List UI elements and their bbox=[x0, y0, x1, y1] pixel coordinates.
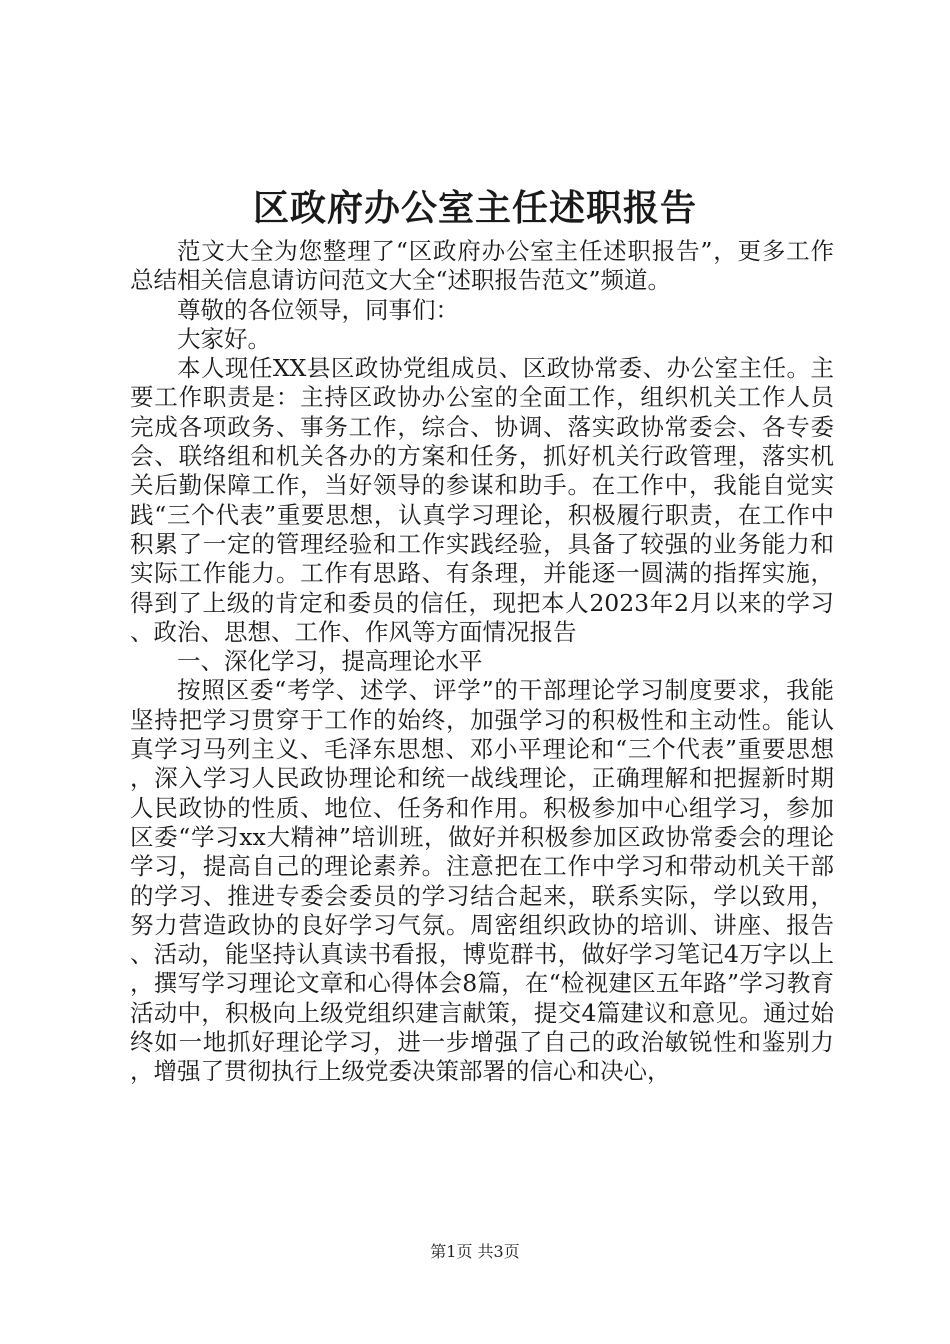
intro-paragraph: 范文大全为您整理了“区政府办公室主任述职报告”，更多工作总结相关信息请访问范文大全“述职报告范文”频道。 bbox=[130, 237, 834, 295]
section-heading: 一、深化学习，提高理论水平 bbox=[177, 647, 483, 676]
document-title: 区政府办公室主任述职报告 bbox=[252, 187, 697, 229]
study-paragraph: 按照区委“考学、述学、评学”的干部理论学习制度要求，我能坚持把学习贯穿于工作的始终，加强学习的积极性和主动性。能认真学习马列主义、毛泽东思想、邓小平理论和“三个代表”重要思想，深入学习人民政协理论和统一战线理论，正确理解和把握新时期人民政协的性质、地位、任务和作用。积极参加中心组学习，参加区委“学习xx大精神”培训班，做好并积极参加区政协常委会的理论学习，提高自己的理论素养。注意把在工作中学习和带动机关干部的学习、推进专委会委员的学习结合起来，联系实际，学以致用，努力营造政协的良好学习气氛。周密组织政协的培训、讲座、报告、活动，能坚持认真读书看报，博览群书，做好学习笔记4万字以上，撰写学习理论文章和心得体会8篇，在“检视建区五年路”学习教育活动中，积极向上级党组织建言献策，提交4篇建议和意见。通过始终如一地抓好理论学习，进一步增强了自己的政治敏锐性和鉴别力，增强了贯彻执行上级党委决策部署的信心和决心， bbox=[130, 676, 834, 1086]
duties-paragraph: 本人现任XX县区政协党组成员、区政协常委、办公室主任。主要工作职责是：主持区政协办公室的全面工作，组织机关工作人员完成各项政务、事务工作，综合、协调、落实政协常委会、各专委会、联络组和机关各办的方案和任务，抓好机关行政管理，落实机关后勤保障工作，当好领导的参谋和助手。在工作中，我能自觉实践“三个代表”重要思想，认真学习理论，积极履行职责，在工作中积累了一定的管理经验和工作实践经验，具备了较强的业务能力和实际工作能力。工作有思路、有条理，并能逐一圆满的指挥实施，得到了上级的肯定和委员的信任，现把本人2023年2月以来的学习、政治、思想、工作、作风等方面情况报告 bbox=[130, 354, 834, 646]
document-body bbox=[130, 237, 834, 1087]
page-number: 第1页 共3页 bbox=[430, 1242, 520, 1261]
salutation: 尊敬的各位领导，同事们： bbox=[177, 295, 459, 324]
greeting: 大家好。 bbox=[177, 324, 271, 353]
